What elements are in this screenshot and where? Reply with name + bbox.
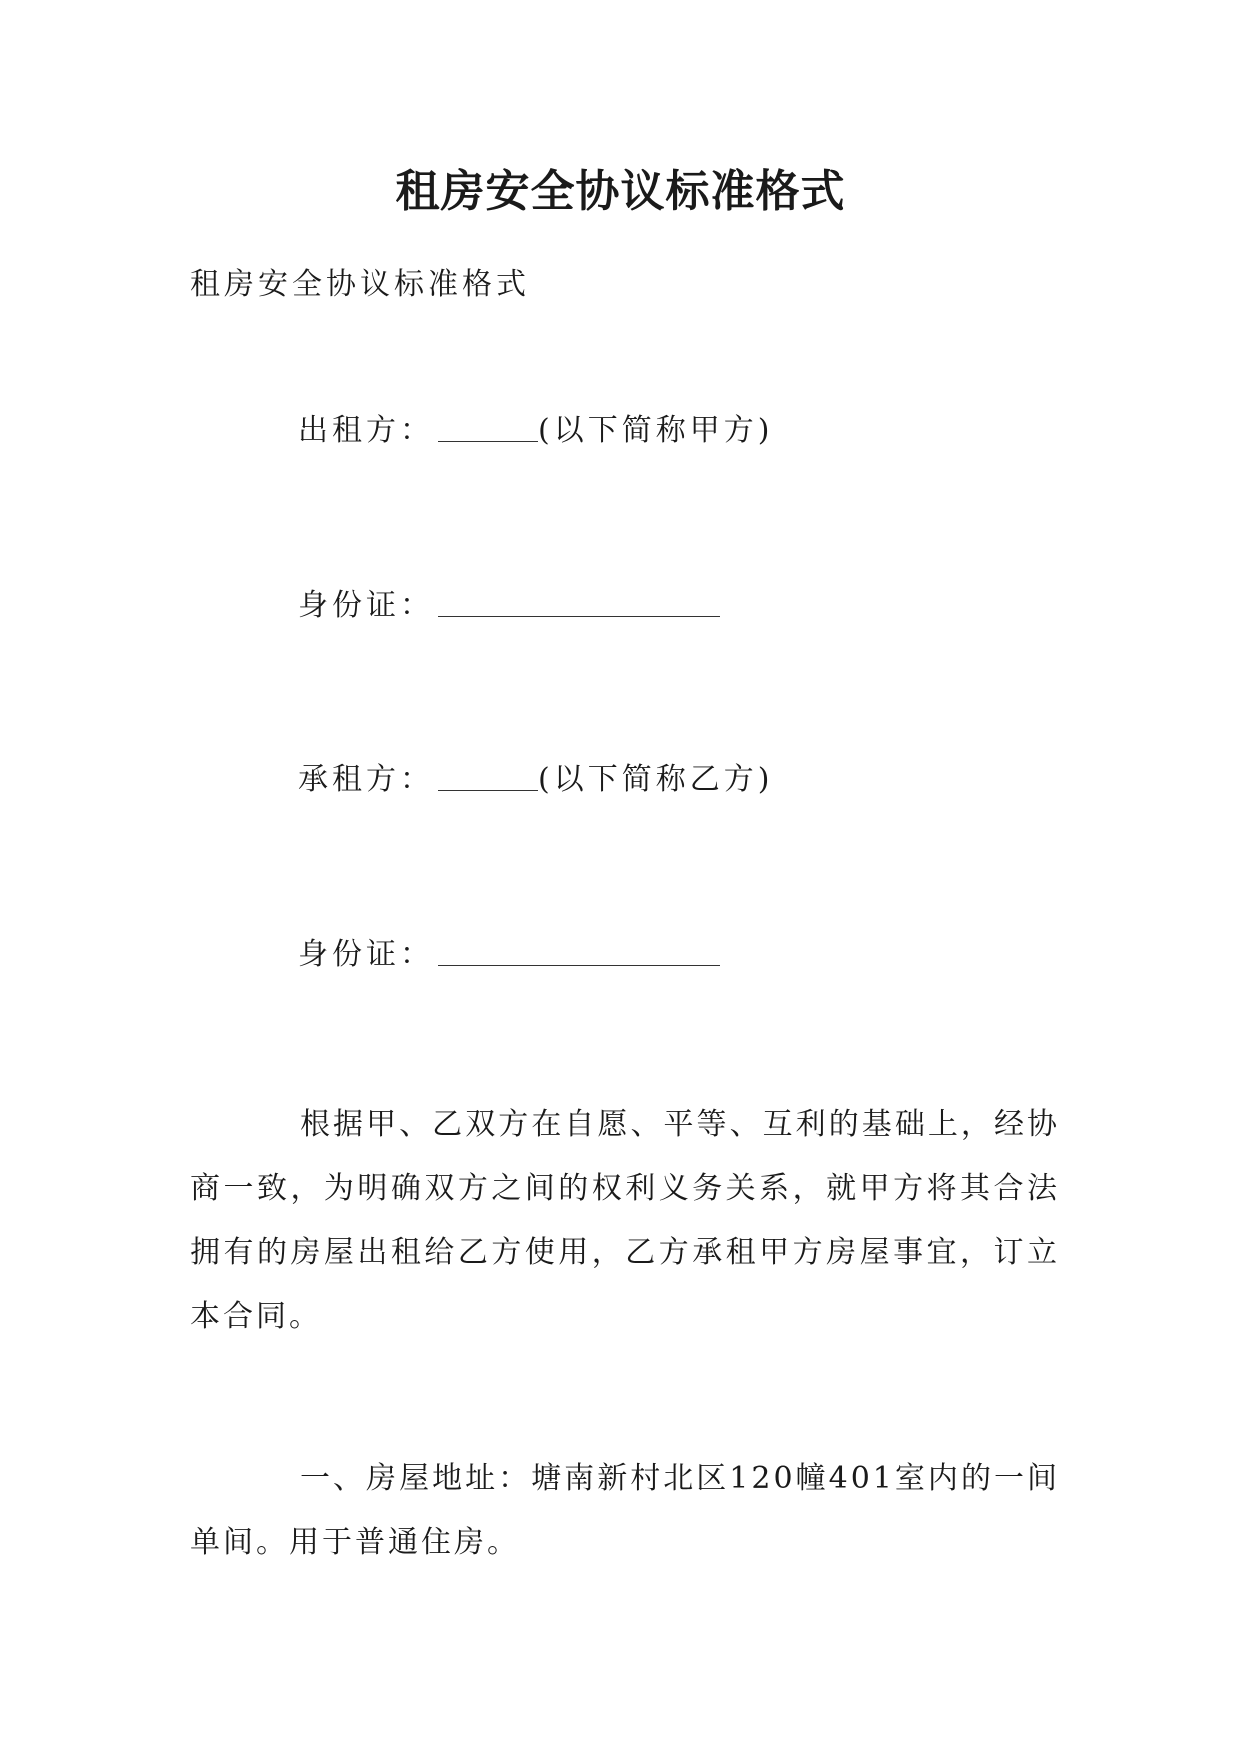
lessee-id-blank[interactable] bbox=[438, 937, 720, 966]
lessor-line bbox=[298, 408, 773, 454]
lessor-label: 出租方： bbox=[298, 413, 434, 448]
lessor-id-blank[interactable] bbox=[438, 588, 720, 617]
lessee-line bbox=[298, 757, 773, 803]
lessee-name-blank[interactable] bbox=[438, 762, 538, 791]
lessor-id-label: 身份证： bbox=[298, 588, 434, 623]
lessee-id-line bbox=[298, 932, 720, 978]
document-subtitle: 租房安全协议标准格式 bbox=[190, 267, 530, 302]
lessee-suffix: (以下简称乙方) bbox=[538, 762, 774, 797]
document-title: 租房安全协议标准格式 bbox=[395, 166, 846, 217]
preamble-paragraph: 根据甲、乙双方在自愿、平等、互利的基础上，经协商一致，为明确双方之间的权利义务关系，就甲方将其合法拥有的房屋出租给乙方使用，乙方承租甲方房屋事宜，订立本合同。 bbox=[190, 1107, 1060, 1334]
lessor-suffix: (以下简称甲方) bbox=[538, 413, 774, 448]
clause-1-paragraph: 一、房屋地址：塘南新村北区120幢401室内的一间单间。用于普通住房。 bbox=[190, 1461, 1060, 1560]
lessee-label: 承租方： bbox=[298, 762, 434, 797]
lessor-name-blank[interactable] bbox=[438, 413, 538, 442]
lessor-id-line bbox=[298, 583, 720, 629]
lessee-id-label: 身份证： bbox=[298, 937, 434, 972]
